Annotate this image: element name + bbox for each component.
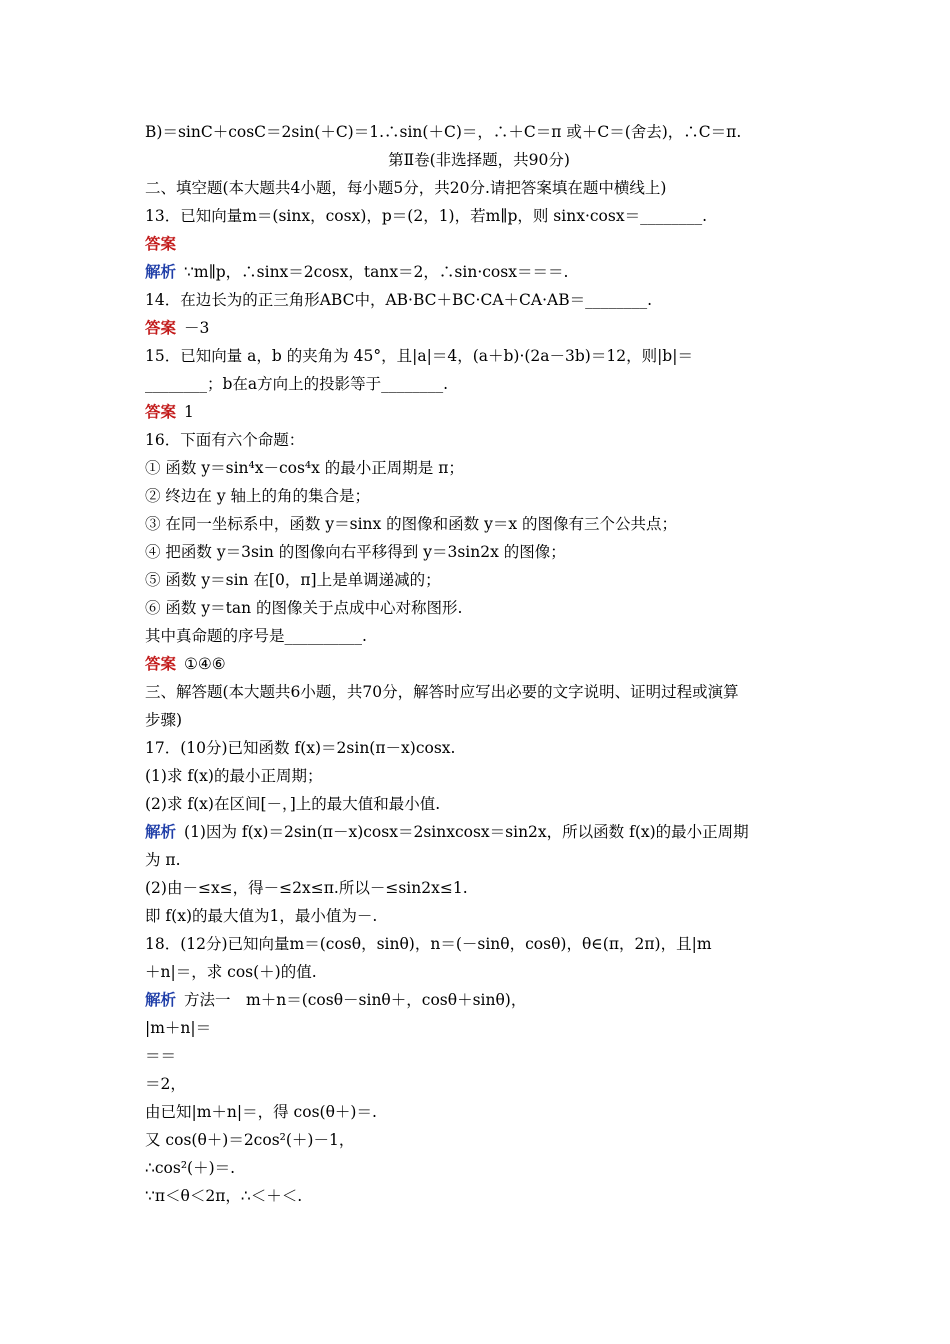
- section-heading: 二、填空题(本大题共4小题，每小题5分，共20分.请把答案填在题中横线上): [145, 179, 667, 197]
- document-page: [145, 118, 813, 1210]
- analysis-label: 解析: [145, 990, 177, 1009]
- text-line: B)＝sinC＋cosC＝2sin(＋C)＝1.∴sin(＋C)＝，∴＋C＝π 或＋C＝(舍去)，∴C＝π.: [145, 123, 742, 141]
- question-13: 13．已知向量m＝(sinx，cosx)，p＝(2，1)，若m∥p，则 sinx·cosx＝________.: [145, 207, 708, 225]
- text-line: 由已知|m＋n|＝，得 cos(θ＋)＝.: [145, 1103, 377, 1121]
- text-line: 又 cos(θ＋)＝2cos²(＋)－1，: [145, 1131, 355, 1149]
- answer-text: 1: [184, 403, 194, 421]
- answer-label: 答案: [145, 318, 177, 337]
- analysis-text: 方法一 m＋n＝(cosθ－sinθ＋，cosθ＋sinθ)，: [184, 991, 527, 1009]
- text-line: 为 π.: [145, 851, 181, 869]
- answer-row: [145, 230, 813, 258]
- analysis-row: [145, 258, 813, 286]
- section-title: 第Ⅱ卷(非选择题，共90分): [388, 151, 570, 169]
- question-15: 15．已知向量 a，b 的夹角为 45°，且|a|＝4，(a＋b)·(2a－3b)＝12，则|b|＝: [145, 347, 693, 365]
- answer-row: [145, 398, 813, 426]
- text-line: |m＋n|＝: [145, 1019, 212, 1037]
- analysis-text: (1)因为 f(x)＝2sin(π－x)cosx＝2sinxcosx＝sin2x，所以函数 f(x)的最小正周期: [184, 823, 749, 841]
- analysis-label: 解析: [145, 262, 177, 281]
- text-line: ＝2，: [145, 1075, 186, 1093]
- question-18-cont: ＋n|＝，求 cos(＋)的值.: [145, 963, 317, 981]
- question-14: 14．在边长为的正三角形ABC中，AB·BC＋BC·CA＋CA·AB＝________.: [145, 291, 653, 309]
- text-line: ∴cos²(＋)＝.: [145, 1159, 236, 1177]
- proposition-4: ④ 把函数 y＝3sin 的图像向右平移得到 y＝3sin2x 的图像；: [145, 543, 566, 561]
- question-16: 16．下面有六个命题：: [145, 431, 305, 449]
- question-17-part1: (1)求 f(x)的最小正周期；: [145, 767, 323, 785]
- answer-text: －3: [184, 319, 210, 337]
- question-15-cont: ________；b在a方向上的投影等于________.: [145, 375, 449, 393]
- proposition-1: ① 函数 y＝sin⁴x－cos⁴x 的最小正周期是 π；: [145, 459, 464, 477]
- question-18: 18．(12分)已知向量m＝(cosθ，sinθ)，n＝(－sinθ，cosθ)，θ∈(π，2π)，且|m: [145, 935, 712, 953]
- answer-text: ①④⑥: [184, 655, 226, 673]
- analysis-row: [145, 818, 813, 846]
- answer-label: 答案: [145, 654, 177, 673]
- analysis-text: ∵m∥p，∴sinx＝2cosx，tanx＝2，∴sin·cosx＝＝＝.: [184, 263, 569, 281]
- analysis-row: [145, 986, 813, 1014]
- text-line: ＝＝: [145, 1047, 177, 1065]
- answer-row: [145, 650, 813, 678]
- question-16-prompt: 其中真命题的序号是__________.: [145, 627, 367, 645]
- section-heading: 三、解答题(本大题共6小题，共70分，解答时应写出必要的文字说明、证明过程或演算: [145, 683, 739, 701]
- section-heading-cont: 步骤): [145, 711, 183, 729]
- proposition-2: ② 终边在 y 轴上的角的集合是；: [145, 487, 371, 505]
- text-line: (2)由－≤x≤，得－≤2x≤π.所以－≤sin2x≤1.: [145, 879, 468, 897]
- analysis-label: 解析: [145, 822, 177, 841]
- answer-label: 答案: [145, 402, 177, 421]
- answer-label: 答案: [145, 234, 177, 253]
- proposition-3: ③ 在同一坐标系中，函数 y＝sinx 的图像和函数 y＝x 的图像有三个公共点；: [145, 515, 678, 533]
- text-line: ∵π＜θ＜2π，∴＜＋＜.: [145, 1187, 303, 1205]
- proposition-6: ⑥ 函数 y＝tan 的图像关于点成中心对称图形.: [145, 599, 463, 617]
- answer-row: [145, 314, 813, 342]
- text-line: 即 f(x)的最大值为1，最小值为－.: [145, 907, 378, 925]
- question-17-part2: (2)求 f(x)在区间[－，]上的最大值和最小值.: [145, 795, 441, 813]
- proposition-5: ⑤ 函数 y＝sin 在[0，π]上是单调递减的；: [145, 571, 441, 589]
- question-17: 17．(10分)已知函数 f(x)＝2sin(π－x)cosx.: [145, 739, 456, 757]
